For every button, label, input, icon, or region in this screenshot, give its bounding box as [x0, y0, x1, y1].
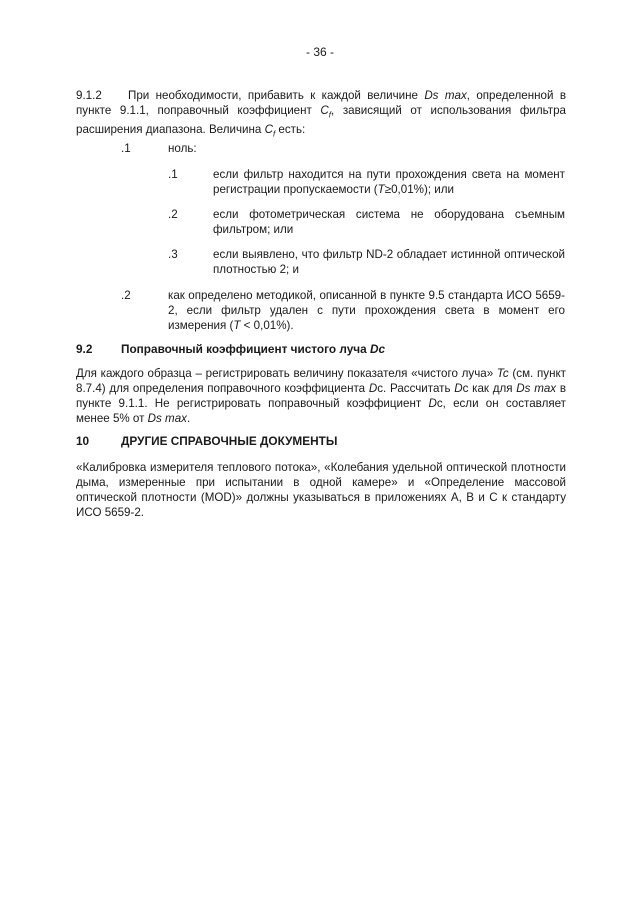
subitem-1-number: .1 — [168, 168, 178, 181]
section-9-1-2 — [76, 88, 566, 142]
section-9-1-2-text: При необходимости, прибавить к каждой величине Ds max, определенной в пункте 9.1.1, поправочный коэффициент $C_f$, зависящий от использования фильтра расширения диапазона. Величина $C_f$ есть: — [76, 89, 566, 139]
item-2-number: .2 — [121, 289, 131, 302]
item-number: .1 — [121, 142, 131, 155]
section-10-text: «Калибровка измерителя теплового потока», «Колебания удельной оптической плотности дыма, измеренные при испытании в одной камере» и «Определение массовой оптической плотности (MOD)» должны указываться в приложениях A, B и C к стандарту ИСО 5659-2. — [76, 461, 566, 519]
section-number: 9.1.2 — [76, 89, 102, 102]
item-1-text: ноль: — [168, 142, 197, 155]
item-2-text: как определено методикой, описанной в пункте 9.5 стандарта ИСО 5659-2, если фильтр удален с пути прохождения света в момент его измерения (T < 0,01%). — [168, 289, 565, 332]
section-9-2-text: Для каждого образца – регистрировать величину показателя «чистого луча» Tc (см. пункт 8.7.4) для определения поправочного коэффициента Dc. Рассчитать Dc как для Ds max в пункте 9.1.1. Не регистрировать поправочный коэффициент Dc, если он составляет менее 5% от Ds max. — [76, 367, 566, 425]
section-10-number: 10 — [76, 434, 90, 448]
subitem-1-text: если фильтр находится на пути прохождения света на момент регистрации пропускаемости (T≥0,01%); или — [213, 168, 565, 196]
subitem-3-text: если выявлено, что фильтр ND-2 обладает истинной оптической плотностью 2; и — [213, 248, 565, 276]
section-10-title: ДРУГИЕ СПРАВОЧНЫЕ ДОКУМЕНТЫ — [121, 434, 338, 448]
item-1 — [121, 141, 131, 156]
section-9-2-number: 9.2 — [76, 342, 93, 356]
page-number: - 36 - — [305, 45, 334, 59]
section-9-2-title: Поправочный коэффициент чистого луча Dc — [121, 342, 386, 356]
subitem-2-number: .2 — [168, 208, 178, 221]
subitem-2-text: если фотометрическая система не оборудована съемным фильтром; или — [213, 208, 565, 236]
subitem-3-number: .3 — [168, 248, 178, 261]
